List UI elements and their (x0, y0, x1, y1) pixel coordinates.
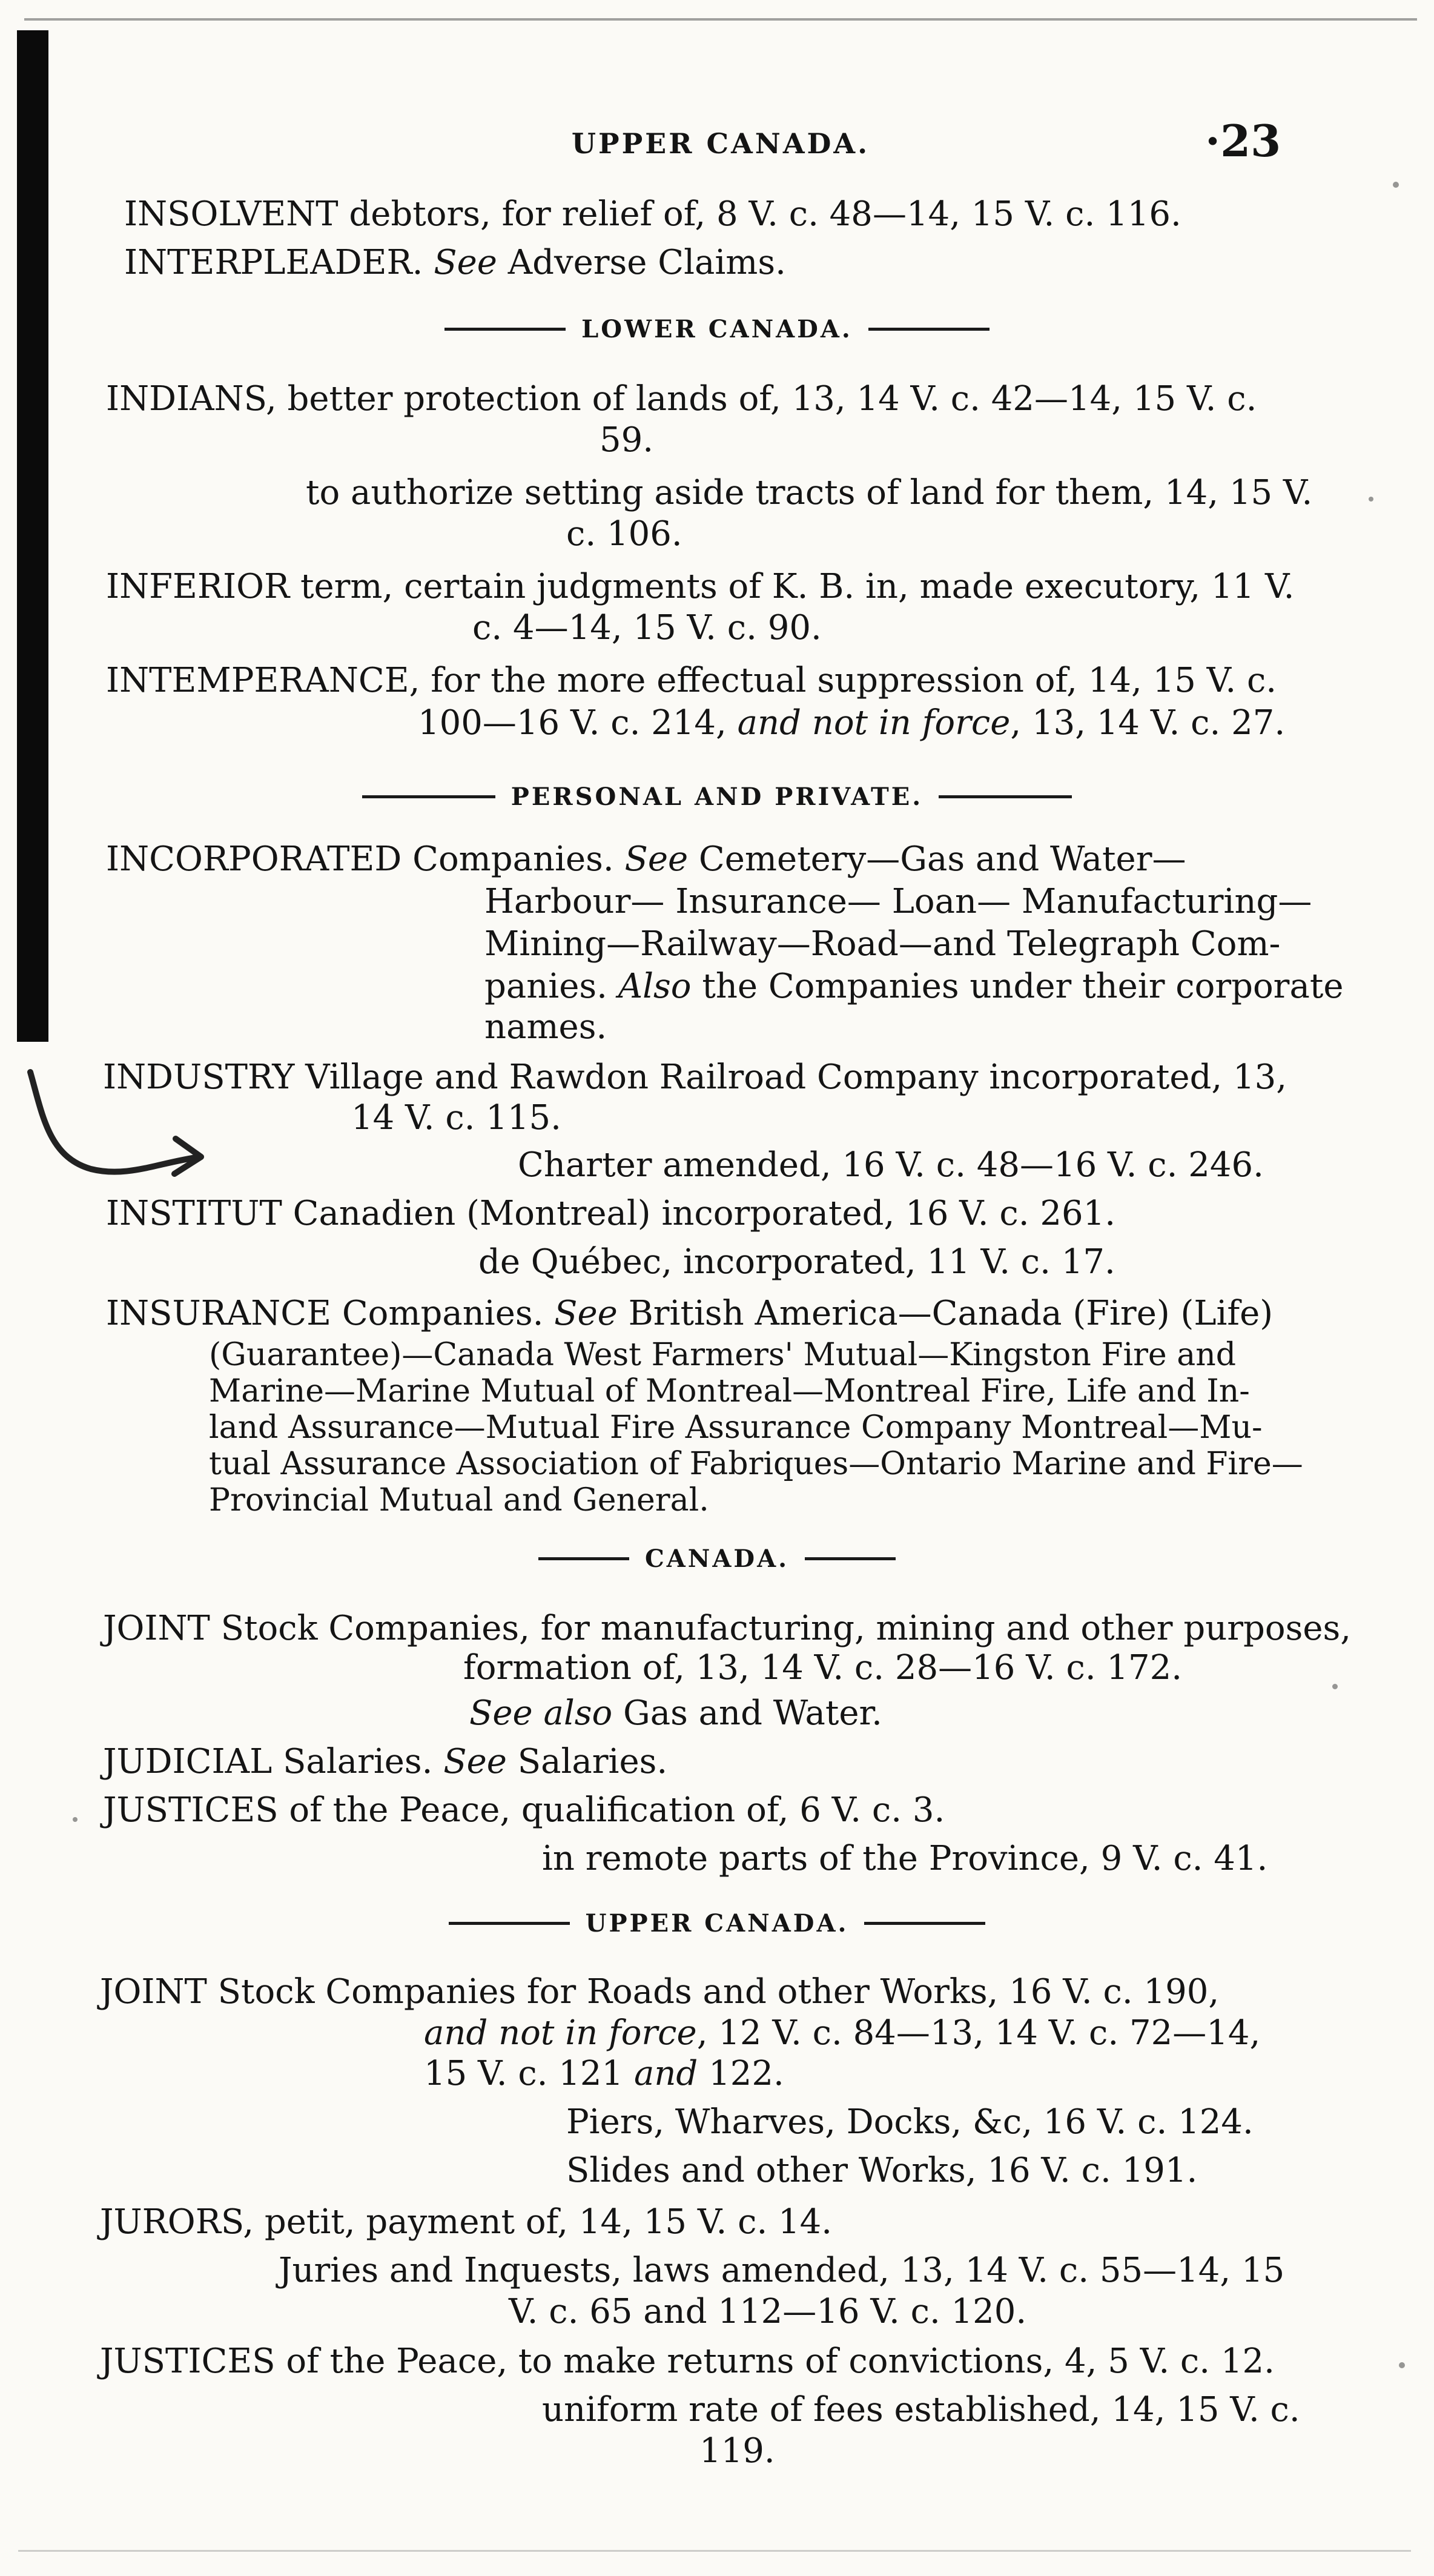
entry-continuation (418, 703, 1285, 744)
entry-indians (106, 379, 1257, 420)
entry-text: better protection of lands of, 13, 14 V. c. 42—14, 15 V. c. (276, 379, 1257, 419)
entry-continuation: Mining—Railway—Road—and Telegraph Com- (484, 924, 1281, 964)
entry-text: petit, payment of, 14, 15 V. c. 14. (254, 2202, 833, 2242)
entry-subitem: Juries and Inquests, laws amended, 13, 14 V. c. 55—14, 15 (279, 2251, 1285, 2290)
also-word: Also (618, 967, 692, 1006)
entry-interpleader (124, 242, 786, 283)
section-personal-private (0, 781, 1434, 812)
entry-continuation: V. c. 65 and 112—16 V. c. 120. (509, 2292, 1027, 2331)
section-label: CANADA. (644, 1544, 790, 1573)
entry-text: Stock Companies for Roads and other Works, 16 V. c. 190, (207, 1972, 1220, 2011)
see-word: See also (469, 1694, 613, 1733)
entry-text: for the more effectual suppression of, 14, 15 V. c. (420, 661, 1277, 700)
speck (1332, 1684, 1338, 1689)
entry-continuation (424, 2013, 1260, 2054)
see-word: See (434, 243, 497, 282)
entry-head: INSTITUT (106, 1194, 282, 1233)
entry-subitem: Slides and other Works, 16 V. c. 191. (566, 2151, 1198, 2190)
speck (73, 1817, 78, 1822)
entry-text: panies. (484, 967, 618, 1006)
entry-text: the Companies under their corporate (691, 967, 1344, 1006)
entry-head: INFERIOR (106, 567, 290, 606)
section-rule (864, 1922, 985, 1925)
entry-continuation: c. 106. (566, 514, 682, 554)
entry-continuation: Marine—Marine Mutual of Montreal—Montreal Fire, Life and In- (209, 1373, 1250, 1409)
entry-text: Village and Rawdon Railroad Company incorporated, 13, (294, 1058, 1287, 1097)
entry-text: Salaries. (272, 1742, 444, 1781)
entry-head: INDIANS, (106, 379, 277, 419)
entry-text: , 12 V. c. 84—13, 14 V. c. 72—14, (696, 2013, 1261, 2053)
entry-text: debtors, for relief of, 8 V. c. 48—14, 15 V. c. 116. (338, 194, 1181, 234)
entry-jurors (100, 2202, 832, 2243)
speck (1393, 182, 1399, 188)
section-label: LOWER CANADA. (581, 314, 853, 343)
speck (1399, 2362, 1405, 2368)
section-rule (362, 795, 495, 798)
running-title: UPPER CANADA. (571, 127, 870, 160)
entry-intemperance (106, 660, 1277, 701)
page-number: ·23 (1205, 115, 1281, 167)
entry-continuation: land Assurance—Mutual Fire Assurance Company Montreal—Mu- (209, 1409, 1263, 1446)
entry-continuation: c. 4—14, 15 V. c. 90. (472, 608, 822, 647)
entry-text: of the Peace, qualification of, 6 V. c. 3. (278, 1790, 945, 1830)
entry-continuation: Harbour— Insurance— Loan— Manufacturing— (484, 882, 1312, 921)
section-rule (805, 1557, 896, 1560)
entry-text: , 13, 14 V. c. 27. (1010, 703, 1286, 743)
section-rule (444, 328, 566, 331)
entry-head: JUSTICES (100, 2342, 276, 2381)
bottom-edge-rule (18, 2550, 1411, 2552)
section-label: PERSONAL AND PRIVATE. (510, 782, 924, 811)
entry-subitem: to authorize setting aside tracts of land for them, 14, 15 V. (306, 473, 1313, 512)
margin-bar (17, 30, 48, 1042)
entry-head: JUDICIAL (103, 1742, 273, 1781)
entry-text: 122. (698, 2054, 784, 2093)
entry-insurance (106, 1293, 1273, 1334)
italic-note: and not in force (424, 2013, 697, 2053)
entry-subitem: de Québec, incorporated, 11 V. c. 17. (478, 1242, 1115, 1282)
section-label: UPPER CANADA. (585, 1909, 849, 1938)
running-header (0, 115, 1434, 170)
entry-head: JOINT (100, 1972, 207, 2011)
entry-text: Companies. (401, 839, 625, 879)
section-rule (939, 795, 1072, 798)
top-edge-rule (24, 18, 1417, 21)
entry-inferior (106, 566, 1294, 608)
italic-note: and not in force (737, 703, 1011, 743)
entry-text: term, certain judgments of K. B. in, made executory, 11 V. (289, 567, 1295, 606)
section-upper-canada (0, 1908, 1434, 1938)
entry-text: Companies. (331, 1294, 555, 1333)
see-word: See (443, 1742, 507, 1781)
entry-continuation: tual Assurance Association of Fabriques—Ontario Marine and Fire— (209, 1446, 1303, 1482)
entry-head: INSOLVENT (124, 194, 339, 234)
entry-head: INTERPLEADER. (124, 243, 423, 282)
entry-continuation: names. (484, 1007, 607, 1047)
entry-institut (106, 1193, 1115, 1234)
entry-continuation: Provincial Mutual and General. (209, 1482, 709, 1518)
italic-note: and (633, 2054, 698, 2093)
entry-text: Gas and Water. (612, 1694, 882, 1733)
entry-insolvent (124, 194, 1181, 235)
entry-industry (103, 1057, 1287, 1098)
entry-subitem: uniform rate of fees established, 14, 15 V. c. (542, 2390, 1300, 2429)
entry-joint-upper (100, 1972, 1219, 2013)
entry-text: British America—Canada (Fire) (Life) (617, 1294, 1274, 1333)
entry-justices (103, 1790, 945, 1831)
section-rule (449, 1922, 570, 1925)
entry-text: 15 V. c. 121 (424, 2054, 634, 2093)
entry-subitem: in remote parts of the Province, 9 V. c. 41. (542, 1839, 1268, 1878)
entry-judicial (103, 1741, 667, 1783)
entry-head: INSURANCE (106, 1294, 332, 1333)
section-lower-canada (0, 314, 1434, 344)
entry-continuation: 14 V. c. 115. (351, 1098, 561, 1137)
entry-text: Canadien (Montreal) incorporated, 16 V. c. 261. (282, 1194, 1116, 1233)
entry-continuation: formation of, 13, 14 V. c. 28—16 V. c. 172. (463, 1648, 1183, 1687)
entry-head: JOINT (103, 1609, 210, 1648)
entry-continuation (424, 2053, 784, 2094)
entry-text: of the Peace, to make returns of convictions, 4, 5 V. c. 12. (275, 2342, 1275, 2381)
entry-text: Cemetery—Gas and Water— (688, 839, 1186, 879)
entry-head: INCORPORATED (106, 839, 402, 879)
speck (1369, 497, 1373, 502)
entry-head: JURORS, (100, 2202, 254, 2242)
entry-joint (103, 1608, 1351, 1649)
entry-justices-upper (100, 2341, 1275, 2382)
entry-continuation: 59. (600, 420, 654, 460)
entry-text: Adverse Claims. (497, 243, 786, 282)
entry-incorporated (106, 839, 1186, 880)
entry-text: Stock Companies, for manufacturing, mining and other purposes, (210, 1609, 1352, 1648)
entry-continuation (484, 966, 1343, 1007)
section-rule (868, 328, 990, 331)
entry-text: Salaries. (506, 1742, 668, 1781)
see-word: See (624, 839, 689, 879)
entry-head: INDUSTRY (103, 1058, 295, 1097)
section-canada (0, 1543, 1434, 1574)
entry-continuation: 119. (699, 2431, 775, 2471)
entry-continuation: (Guarantee)—Canada West Farmers' Mutual—Kingston Fire and (209, 1337, 1237, 1373)
entry-text: 100—16 V. c. 214, (418, 703, 738, 743)
entry-subitem: Charter amended, 16 V. c. 48—16 V. c. 246. (518, 1145, 1264, 1185)
entry-subitem (469, 1693, 882, 1734)
entry-head: INTEMPERANCE, (106, 661, 420, 700)
entry-subitem: Piers, Wharves, Docks, &c, 16 V. c. 124. (566, 2102, 1254, 2142)
section-rule (538, 1557, 629, 1560)
entry-head: JUSTICES (103, 1790, 279, 1830)
see-word: See (554, 1294, 618, 1333)
